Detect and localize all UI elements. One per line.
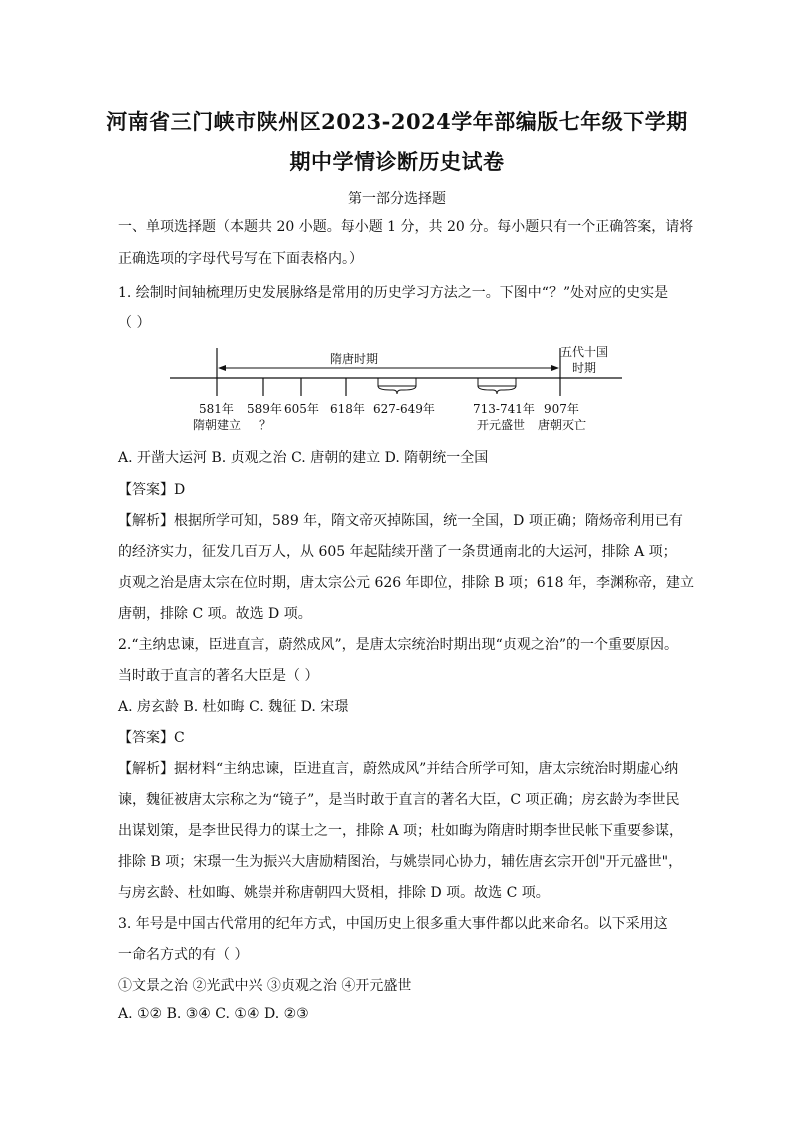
q1-analysis-line-1: 【解析】根据所学可知，589 年，隋文帝灭掉陈国，统一全国，D 项正确；隋炀帝利用已有	[118, 513, 683, 529]
section-heading: 第一部分选择题	[348, 191, 446, 207]
q3-stem-line-1: 3. 年号是中国古代常用的纪年方式，中国历史上很多重大事件都以此来命名。以下采用这	[118, 916, 668, 932]
q1-analysis-line-2: 的经济实力，征发几百万人，从 605 年起陆续开凿了一条贯通南北的大运河，排除 A 项；	[118, 544, 677, 560]
timeline-tick-year: 589年	[247, 402, 282, 416]
timeline-tick-year: 581年	[199, 402, 234, 416]
q1-stem-line-2: （ ）	[118, 315, 151, 331]
timeline-tick-year: 627-649年	[373, 402, 435, 416]
exam-title-line2: 期中学情诊断历史试卷	[289, 149, 505, 174]
timeline-tick-event: 唐朝灭亡	[538, 418, 587, 432]
timeline-tick-year: 605年	[284, 402, 319, 416]
timeline-tick-year: 713-741年	[473, 402, 535, 416]
q3-options: A. ①② B. ③④ C. ①④ D. ②③	[118, 1006, 309, 1022]
q3-items: ①文景之治 ②光武中兴 ③贞观之治 ④开元盛世	[118, 978, 412, 994]
q2-analysis-line-4: 排除 B 项；宋璟一生为振兴大唐励精图治，与姚崇同心协力，辅佐唐玄宗开创"开元盛世"，	[118, 854, 683, 870]
q1-options: A. 开凿大运河 B. 贞观之治 C. 唐朝的建立 D. 隋朝统一全国	[118, 450, 489, 466]
timeline-end-label-1: 五代十国	[560, 345, 609, 359]
timeline-tick-event: ？	[259, 418, 272, 432]
q2-analysis-line-5: 与房玄龄、杜如晦、姚崇并称唐朝四大贤相，排除 D 项。故选 C 项。	[118, 885, 550, 901]
timeline-period-label: 隋唐时期	[330, 352, 379, 366]
q2-analysis-line-2: 谏，魏征被唐太宗称之为“镜子”，是当时敢于直言的著名大臣，C 项正确；房玄龄为李世民	[118, 792, 680, 808]
q2-answer: 【答案】C	[118, 730, 185, 746]
q2-stem-line-2: 当时敢于直言的著名大臣是（ ）	[118, 668, 319, 684]
timeline-end-label-2: 时期	[572, 361, 597, 375]
instruction-line-1: 一、单项选择题（本题共 20 小题。每小题 1 分，共 20 分。每小题只有一个正确答案，请将	[118, 219, 694, 235]
timeline-tick-year: 907年	[544, 402, 579, 416]
q1-answer: 【答案】D	[118, 482, 186, 498]
q2-stem-line-1: 2.“主纳忠谏，臣进直言，蔚然成风”，是唐太宗统治时期出现“贞观之治”的一个重要原因。	[118, 637, 678, 653]
q1-stem-line-1: 1. 绘制时间轴梳理历史发展脉络是常用的历史学习方法之一。下图中“？”处对应的史实是	[118, 285, 669, 301]
q1-analysis-line-4: 唐朝，排除 C 项。故选 D 项。	[118, 606, 312, 622]
q3-stem-line-2: 一命名方式的有（ ）	[118, 947, 249, 963]
timeline-diagram	[160, 338, 630, 438]
timeline-tick-event: 隋朝建立	[193, 418, 242, 432]
q2-analysis-line-3: 出谋划策，是李世民得力的谋士之一，排除 A 项；杜如晦为隋唐时期李世民帐下重要参谋，	[118, 823, 684, 839]
q2-options: A. 房玄龄 B. 杜如晦 C. 魏征 D. 宋璟	[118, 699, 349, 715]
q1-analysis-line-3: 贞观之治是唐太宗在位时期，唐太宗公元 626 年即位，排除 B 项；618 年，李渊称帝，建立	[118, 575, 694, 591]
exam-title-line1: 河南省三门峡市陕州区2023-2024学年部编版七年级下学期	[106, 109, 688, 134]
instruction-line-2: 正确选项的字母代号写在下面表格内。）	[118, 251, 363, 267]
timeline-tick-year: 618年	[330, 402, 365, 416]
q2-analysis-line-1: 【解析】据材料“主纳忠谏，臣进直言，蔚然成风”并结合所学可知，唐太宗统治时期虚心纳	[118, 761, 679, 777]
timeline-tick-event: 开元盛世	[477, 418, 526, 432]
